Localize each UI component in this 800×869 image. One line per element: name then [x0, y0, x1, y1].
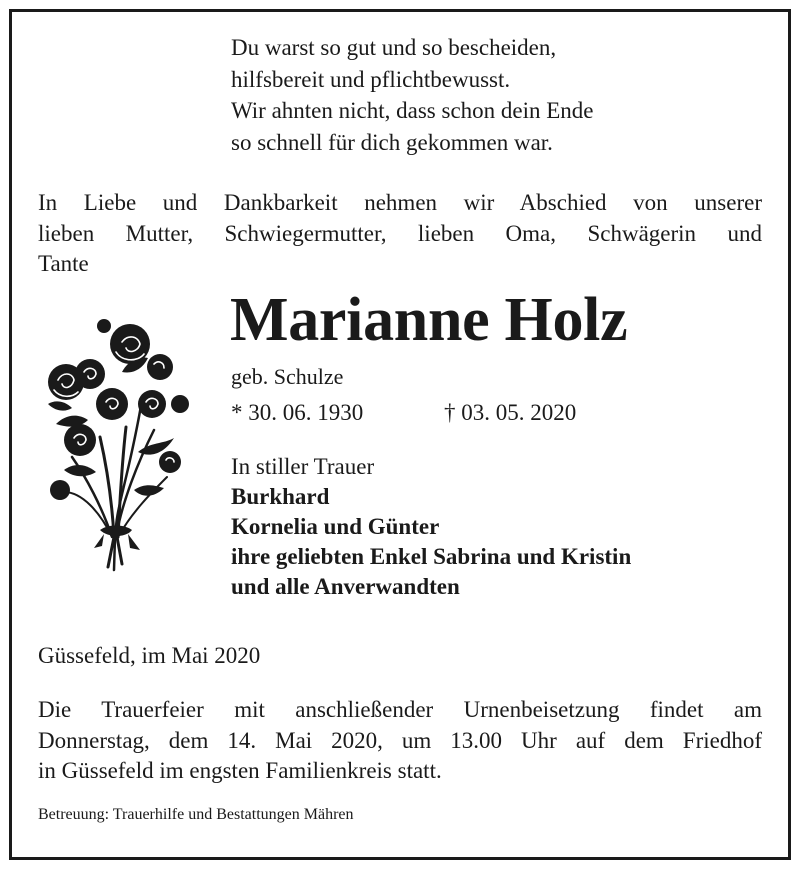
mourner-name: ihre geliebten Enkel Sabrina und Kristin [231, 544, 632, 569]
death-date: † 03. 05. 2020 [444, 400, 577, 425]
deceased-name: Marianne Holz [230, 286, 628, 354]
rose-bouquet-icon [42, 312, 192, 574]
mourners [231, 452, 631, 602]
birth-date: * 30. 06. 1930 [231, 400, 364, 425]
intro-text [38, 188, 762, 280]
funeral-service-credit: Betreuung: Trauerhilfe und Bestattungen Mähren [38, 806, 354, 823]
place-date: Güssefeld, im Mai 2020 [38, 643, 261, 668]
mourner-name: und alle Anverwandten [231, 574, 460, 599]
funeral-line: Die Trauerfeier mit anschließender Urnenbeisetzung findet am [38, 697, 762, 722]
poem-line: Wir ahnten nicht, dass schon dein Ende [231, 98, 594, 123]
life-dates [231, 398, 577, 428]
funeral-line: in Güssefeld im engsten Familienkreis statt. [38, 758, 442, 783]
poem [231, 32, 594, 158]
poem-line: hilfsbereit und pflichtbewusst. [231, 66, 511, 92]
poem-line: so schnell für dich gekommen war. [231, 129, 553, 155]
intro-line: In Liebe und Dankbarkeit nehmen wir Abschied von unserer [38, 190, 762, 215]
poem-line: Du warst so gut und so bescheiden, [231, 35, 557, 60]
birth-name: geb. Schulze [231, 364, 344, 389]
intro-line: Tante [38, 251, 89, 276]
mourner-name: Kornelia und Günter [231, 514, 440, 539]
funeral-notice [38, 695, 762, 787]
funeral-line: Donnerstag, dem 14. Mai 2020, um 13.00 Uhr auf dem Friedhof [38, 727, 762, 753]
intro-line: lieben Mutter, Schwiegermutter, lieben Oma, Schwägerin und [38, 220, 762, 246]
mourners-intro: In stiller Trauer [231, 454, 375, 479]
mourner-name: Burkhard [231, 484, 330, 509]
